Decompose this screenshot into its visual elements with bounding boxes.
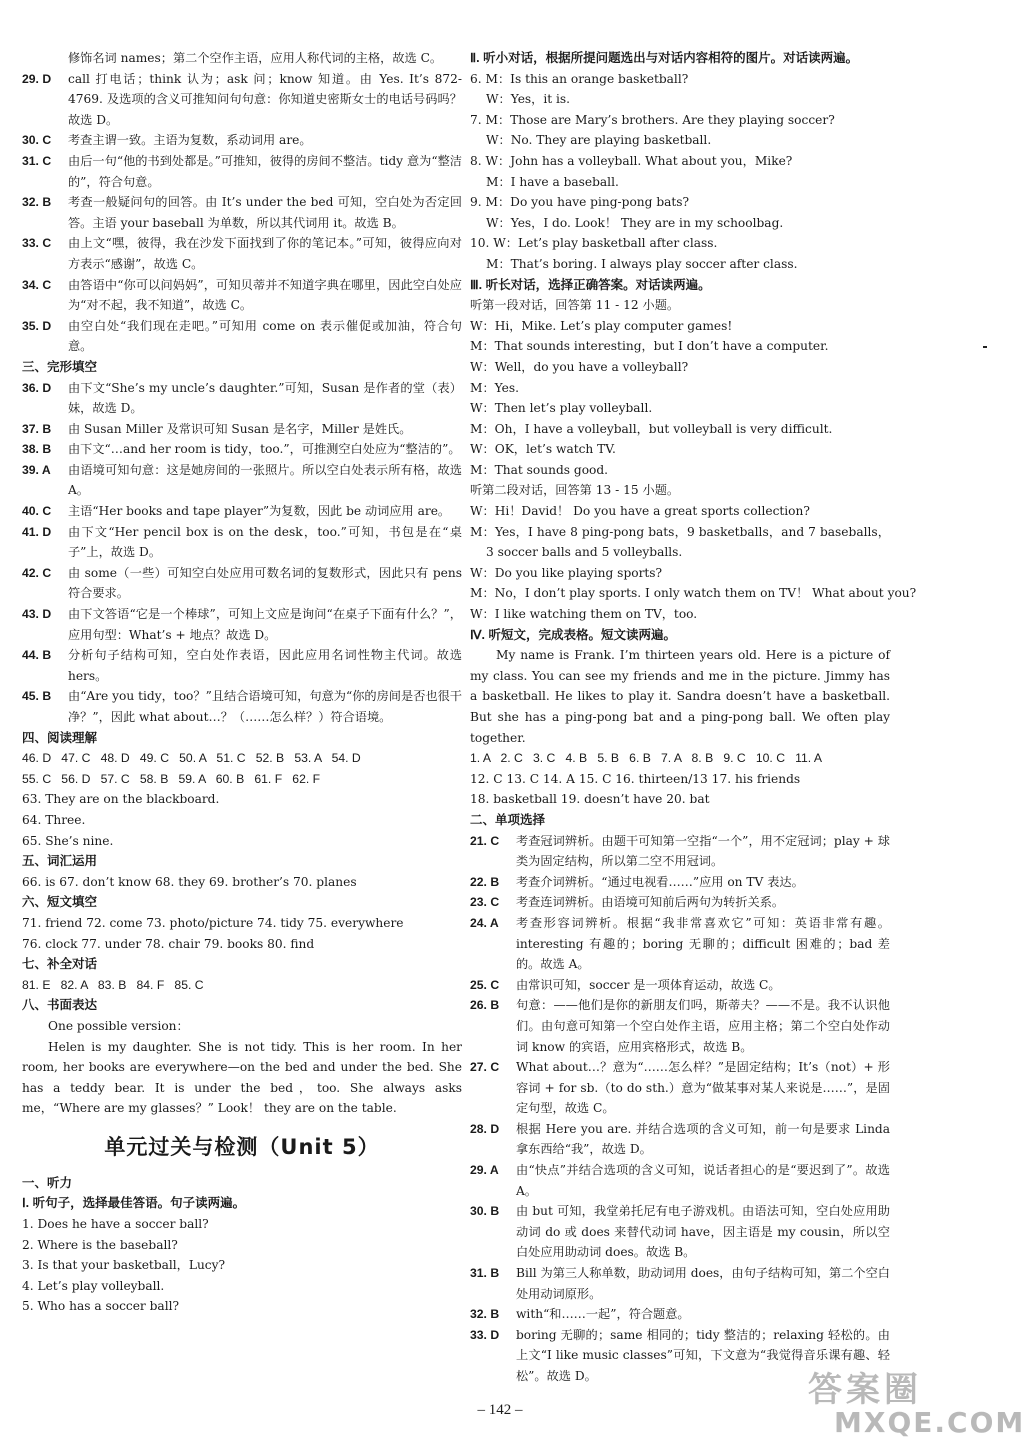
answer-explanation: 分析句子结构可知，空白处作表语，因此应用名词性物主代词。故选 hers。 (68, 648, 462, 683)
answer-key-row: 46. D 47. C 48. D 49. C 50. A 51. C 52. B 53. A 54. D (22, 751, 361, 766)
answer-number: 22. B (470, 874, 500, 889)
answer-entry (22, 316, 462, 357)
answer-explanation: boring 无聊的；same 相同的；tidy 整洁的；relaxing 轻松的。由上文“I like music classes”可知，下文意为“我觉得音乐课有趣、轻松”。故选 D。 (516, 1327, 890, 1383)
answer-number: 21. C (470, 833, 500, 848)
answer-entry (22, 563, 462, 604)
answer-entry (22, 522, 462, 563)
dialogue-reply: W：No. They are playing basketball. (486, 133, 712, 148)
paragraph: Helen is my daughter. She is not tidy. This is her room. In her room, her books are everywhere—on the bed and under the bed. She has a teddy bear. It is under the bed，too. She always asks me，“Where are my glasses？” Look！ they are on the table. (22, 1039, 462, 1116)
watermark-text-en: MXQE.COM (834, 1406, 1025, 1439)
section-heading: 一、听力 (22, 1175, 73, 1190)
answer-key-row: 55. C 56. D 57. C 58. B 59. A 60. B 61. F 62. F (22, 771, 321, 786)
text-line: W：OK，let’s watch TV. (470, 442, 616, 457)
text-line: 5. Who has a soccer ball? (22, 1299, 180, 1314)
answer-entry (470, 1160, 890, 1201)
left-column (22, 48, 462, 1317)
answer-number: 38. B (22, 442, 52, 457)
text-line: 65. She’s nine. (22, 833, 114, 848)
answer-entry (22, 501, 462, 522)
answer-entry (22, 604, 462, 645)
answer-entry (22, 275, 462, 316)
answer-number: 30. C (22, 133, 52, 148)
section-heading: 三、完形填空 (22, 359, 98, 374)
dialogue-line: M：Yes，I have 8 ping-pong bats，9 basketballs，and 7 baseballs，3 soccer balls and 5 volleyballs. (470, 524, 890, 560)
answer-explanation: 主语“Her books and tape player”为复数，因此 be 动词应用 are。 (68, 504, 451, 519)
text-line: M：That sounds interesting，but I don’t have a computer. (470, 339, 829, 354)
answer-explanation: with“和……一起”，符合题意。 (516, 1307, 690, 1322)
answer-explanation: 由后一句“他的书到处都是。”可推知，彼得的房间不整洁。tidy 意为“整洁的”，符合句意。 (68, 153, 462, 189)
dialogue-reply: M：I have a baseball. (486, 174, 619, 189)
section-heading: 六、短文填空 (22, 895, 98, 910)
section-heading: 二、单项选择 (470, 812, 546, 827)
right-column (470, 48, 917, 1387)
answer-number: 32. B (22, 195, 52, 210)
watermark-logo (782, 1362, 1025, 1444)
answer-entry (470, 1057, 890, 1119)
answer-entry (22, 645, 462, 686)
text-line: W：Do you like playing sports? (470, 565, 663, 580)
text-line: M：No，I don’t play sports. I only watch them on TV！ What about you? (470, 586, 917, 601)
watermark-text-cn: 答案圈 (808, 1370, 922, 1410)
answer-explanation: 由 some（一些）可知空白处应用可数名词的复数形式，因此只有 pens 符合要求。 (68, 565, 462, 601)
answer-explanation: 由下文答语“它是一个棒球”，可知上文应是询问“在桌子下面有什么？”，应用句型：What’s + 地点？故选 D。 (68, 607, 462, 642)
answer-number: 29. D (22, 71, 52, 86)
answer-key-row: 81. E 82. A 83. B 84. F 85. C (22, 977, 204, 992)
text-line: 7. M：Those are Mary’s brothers. Are they playing soccer? (470, 112, 835, 127)
answer-number: 24. A (470, 915, 499, 930)
text-line: 8. W：John has a volleyball. What about you，Mike? (470, 153, 793, 168)
answer-entry (22, 419, 462, 440)
answer-explanation: Bill 为第三人称单数，助动词用 does，由句子结构可知，第二个空白处用动词原形。 (516, 1266, 890, 1301)
text-line: W：Hi！David！ Do you have a great sports collection? (470, 504, 810, 519)
text-line: 4. Let’s play volleyball. (22, 1278, 165, 1293)
text-line: 64. Three. (22, 812, 86, 827)
answer-entry (22, 686, 462, 727)
answer-explanation: 考查连词辨析。由语境可知前后两句为转折关系。 (516, 895, 785, 910)
answer-entry (470, 1119, 890, 1160)
text-line: M：Yes. (470, 380, 519, 395)
answer-number: 43. D (22, 607, 52, 622)
dialogue-reply: W：Yes，I do. Look！ They are in my schoolbag. (486, 215, 784, 230)
answer-entry (22, 378, 462, 419)
answer-explanation: 由“Are you tidy，too？”且结合语境可知，句意为“你的房间是否也很干净？”，因此 what about…？（……怎么样？）符合语境。 (68, 689, 462, 724)
text-line: 听第一段对话，回答第 11 - 12 小题。 (470, 298, 680, 313)
section-heading: 七、补全对话 (22, 957, 98, 972)
section-heading: Ⅲ. 听长对话，选择正确答案。对话读两遍。 (470, 277, 711, 292)
answer-number: 32. B (470, 1307, 500, 1322)
answer-number: 23. C (470, 895, 500, 910)
answer-explanation: 由语境可知句意：这是她房间的一张照片。所以空白处表示所有格，故选 A。 (68, 462, 462, 498)
paragraph: One possible version： (48, 1018, 189, 1033)
answer-entry (470, 995, 890, 1057)
answer-number: 44. B (22, 648, 52, 663)
answer-explanation: 由常识可知，soccer 是一项体育运动，故选 C。 (516, 977, 781, 992)
paragraph: My name is Frank. I’m thirteen years old. Here is a picture of my class. You can see my friends and me in the picture. Jimmy has a basketball. He likes to play it. Sandra doesn’t have a basketball. But she has a ping-pong bat and a ping-pong ball. We often play together. (470, 648, 890, 745)
text-line: 76. clock 77. under 78. chair 79. books 80. find (22, 936, 315, 951)
answer-explanation: 由下文“…and her room is tidy，too.”，可推测空白处应为“整洁的”。 (68, 442, 461, 457)
text-line: W：I like watching them on TV，too. (470, 607, 698, 622)
text-line: 10. W：Let’s play basketball after class. (470, 236, 718, 251)
answer-explanation: 由 but 可知，我堂弟托尼有电子游戏机。由语法可知，空白处应用助动词 do 或 does 来替代动词 have，因主语是 my cousin，所以空白处应用助动词 does。故选 B。 (516, 1204, 890, 1260)
text-line: M：Oh，I have a volleyball，but volleyball is very difficult. (470, 421, 833, 436)
answer-number: 34. C (22, 277, 52, 292)
answer-entry (22, 192, 462, 233)
text-line: W：Then let’s play volleyball. (470, 401, 653, 416)
text-line: 66. is 67. don’t know 68. they 69. brother’s 70. planes (22, 874, 357, 889)
answer-entry (22, 460, 462, 501)
answer-number: 39. A (22, 462, 51, 477)
text-line: W：Hi，Mike. Let’s play computer games! (470, 318, 733, 333)
answer-entry (470, 1201, 890, 1263)
text-line: 18. basketball 19. doesn’t have 20. bat (470, 792, 710, 807)
answer-explanation: 考查介词辨析。“通过电视看……”应用 on TV 表达。 (516, 874, 804, 889)
text-line: W：Well，do you have a volleyball? (470, 359, 689, 374)
answer-explanation: 由上文“嘿，彼得，我在沙发下面找到了你的笔记本。”可知，彼得应向对方表示“感谢”，故选 C。 (68, 236, 462, 271)
text-line: 6. M：Is this an orange basketball? (470, 71, 689, 86)
answer-number: 31. B (470, 1266, 500, 1281)
dialogue-reply: W：Yes，it is. (486, 92, 571, 107)
answer-explanation: 由“快点”并结合选项的含义可知，说话者担心的是“要迟到了”。故选 A。 (516, 1163, 890, 1198)
answer-explanation: 由下文“She’s my uncle’s daughter.”可知，Susan 是作者的堂（表）妹，故选 D。 (68, 380, 462, 416)
answer-entry (470, 1263, 890, 1304)
answer-entry (470, 1304, 890, 1325)
answer-entry (22, 439, 462, 460)
answer-entry (22, 151, 462, 192)
section-heading: 八、书面表达 (22, 998, 98, 1013)
answer-explanation: 根据 Here you are. 并结合选项的含义可知，前一句是要求 Linda 拿东西给“我”，故选 D。 (516, 1121, 890, 1157)
answer-number: 36. D (22, 380, 52, 395)
answer-entry (470, 892, 890, 913)
text-line: 9. M：Do you have ping-pong bats? (470, 195, 690, 210)
answer-entry (470, 831, 890, 872)
answer-number: 33. D (470, 1327, 500, 1342)
answer-number: 37. B (22, 421, 52, 436)
answer-explanation: 由下文“Her pencil box is on the desk，too.”可知，书包是在“桌子”上，故选 D。 (68, 524, 462, 560)
section-heading: Ⅰ. 听句子，选择最佳答语。句子读两遍。 (22, 1196, 246, 1211)
section-heading: Ⅱ. 听小对话，根据所提问题选出与对话内容相符的图片。对话读两遍。 (470, 51, 859, 65)
text-line: 3. Is that your basketball，Lucy? (22, 1258, 226, 1273)
section-heading: 四、阅读理解 (22, 730, 98, 745)
unit-title: 单元过关与检测（Unit 5） (104, 1134, 380, 1159)
answer-number: 27. C (470, 1060, 500, 1075)
answer-explanation: 考查冠词辨析。由题干可知第一空指“一个”，用不定冠词；play + 球类为固定结构，所以第二空不用冠词。 (516, 833, 890, 869)
answer-entry (22, 130, 462, 151)
answer-number: 42. C (22, 565, 52, 580)
text-line: M：That sounds good. (470, 462, 609, 477)
answer-number: 41. D (22, 524, 52, 539)
answer-number: 30. B (470, 1204, 500, 1219)
answer-number: 25. C (470, 977, 500, 992)
continued-text: 修饰名词 names；第二个空作主语，应用人称代词的主格，故选 C。 (68, 51, 443, 65)
text-line: 12. C 13. C 14. A 15. C 16. thirteen/13 17. his friends (470, 771, 801, 786)
section-heading: Ⅳ. 听短文，完成表格。短文读两遍。 (470, 627, 676, 642)
answer-number: 45. B (22, 689, 52, 704)
section-heading: 五、词汇运用 (22, 854, 98, 869)
answer-number: 28. D (470, 1121, 500, 1136)
answer-explanation: 由空白处“我们现在走吧。”可知用 come on 表示催促或加油，符合句意。 (68, 318, 462, 354)
answer-explanation: 由 Susan Miller 及常识可知 Susan 是名字，Miller 是姓氏。 (68, 421, 412, 436)
answer-number: 26. B (470, 998, 500, 1013)
answer-explanation: 考查形容词辨析。根据“我非常喜欢它”可知：英语非常有趣。interesting 有趣的；boring 无聊的；difficult 困难的；bad 差的。故选 A。 (516, 915, 890, 972)
answer-number: 33. C (22, 236, 52, 251)
answer-entry (22, 233, 462, 274)
answer-entry (470, 975, 890, 996)
answer-explanation: call 打电话；think 认为；ask 问；know 知道。由 Yes. It’s 872-4769. 及选项的含义可推知问句句意：你知道史密斯女士的电话号码吗？故选 D。 (68, 71, 462, 127)
text-line: 63. They are on the blackboard. (22, 792, 220, 807)
answer-number: 35. D (22, 318, 52, 333)
text-line: 听第二段对话，回答第 13 - 15 小题。 (470, 483, 680, 498)
answer-entry (470, 913, 890, 975)
text-line: 71. friend 72. come 73. photo/picture 74. tidy 75. everywhere (22, 915, 404, 930)
answer-number: 31. C (22, 153, 52, 168)
answer-entry (470, 872, 890, 893)
answer-number: 40. C (22, 504, 52, 519)
answer-explanation: 句意：——他们是你的新朋友们吗，斯蒂夫？——不是。我不认识他们。由句意可知第一个空白处作主语，应用主格；第二个空白处作动词 know 的宾语，应用宾格形式，故选 B。 (516, 998, 890, 1054)
answer-key-row: 1. A 2. C 3. C 4. B 5. B 6. B 7. A 8. B 9. C 10. C 11. A (470, 751, 823, 766)
page-number: – 142 – (477, 1402, 523, 1418)
dialogue-reply: M：That’s boring. I always play soccer after class. (486, 256, 798, 271)
answer-number: 29. A (470, 1163, 499, 1178)
text-line: 1. Does he have a soccer ball? (22, 1217, 209, 1232)
answer-explanation: 考查主谓一致。主语为复数，系动词用 are。 (68, 133, 312, 148)
answer-explanation: 由答语中“你可以问妈妈”，可知贝蒂并不知道字典在哪里，因此空白处应为“对不起，我不知道”，故选 C。 (68, 277, 462, 313)
answer-entry (22, 69, 462, 131)
text-line: 2. Where is the baseball? (22, 1237, 178, 1252)
answer-explanation: What about…？意为“……怎么样？”是固定结构；It’s（not）+ 形容词 + for sb.（to do sth.）意为“做某事对某人来说是……”，是固定句型，故选 C。 (516, 1060, 890, 1116)
answer-explanation: 考查一般疑问句的回答。由 It’s under the bed 可知，空白处为否定回答。主语 your baseball 为单数，所以其代词用 it。故选 B。 (68, 195, 462, 230)
stray-mark (983, 346, 987, 348)
